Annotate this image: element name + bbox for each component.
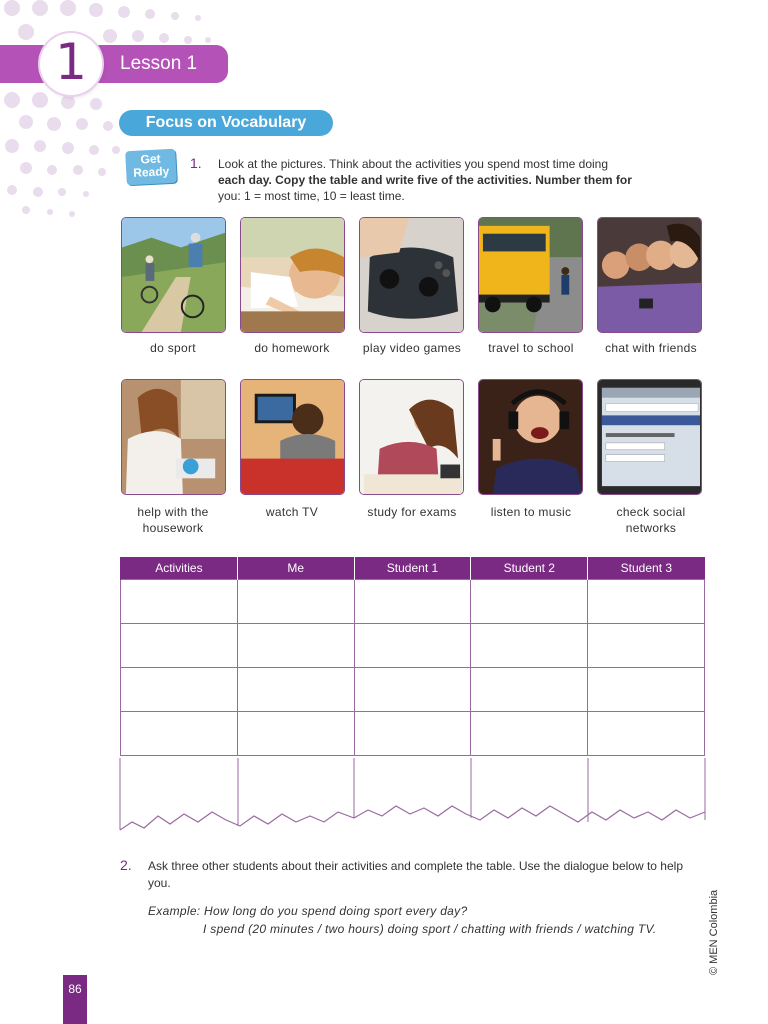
table-cell[interactable]: [237, 668, 354, 712]
table-cell[interactable]: [354, 624, 471, 668]
table-cell[interactable]: [588, 624, 705, 668]
get-ready-badge: [125, 143, 184, 186]
question-1-text-bold: each day. Copy the table and write five of the activities. Number them for: [218, 173, 632, 187]
table-cell[interactable]: [354, 712, 471, 756]
caption-help-with-housework: help with the housework: [137, 505, 209, 535]
caption-study-for-exams: study for exams: [367, 505, 457, 519]
photo-travel-to-school: [478, 217, 583, 333]
section-title: Focus on Vocabulary: [119, 110, 333, 136]
photo-help-with-housework: [121, 379, 226, 495]
question-1-text-end: you: 1 = most time, 10 = least time.: [218, 189, 405, 203]
table-cell[interactable]: [471, 624, 588, 668]
table-cell[interactable]: [237, 580, 354, 624]
activities-table: [120, 557, 705, 756]
caption-travel-to-school: travel to school: [488, 341, 574, 355]
copyright-notice: © MEN Colombia: [708, 889, 720, 975]
table-cell[interactable]: [471, 712, 588, 756]
table-cell[interactable]: [121, 580, 238, 624]
caption-watch-tv: watch TV: [265, 505, 319, 519]
lesson-number: 1: [55, 33, 87, 91]
photo-listen-to-music: [478, 379, 583, 495]
table-cell[interactable]: [237, 712, 354, 756]
caption-do-homework: do homework: [254, 341, 330, 355]
example-answer: I spend (20 minutes / two hours) doing sport / chatting with friends / watching TV.: [203, 922, 657, 936]
table-row: [121, 580, 705, 624]
question-2-text: Ask three other students about their activities and complete the table. Use the dialogue below to help you.: [148, 859, 683, 890]
photo-chat-with-friends: [597, 217, 702, 333]
table-cell[interactable]: [588, 668, 705, 712]
table-row: [121, 712, 705, 756]
caption-chat-with-friends: chat with friends: [605, 341, 697, 355]
caption-listen-to-music: listen to music: [490, 505, 572, 519]
table-header-row: [121, 557, 705, 580]
table-cell[interactable]: [354, 580, 471, 624]
table-cell[interactable]: [471, 580, 588, 624]
question-1-text: [218, 156, 638, 204]
table-cell[interactable]: [588, 712, 705, 756]
table-cell[interactable]: [121, 712, 238, 756]
table-cell[interactable]: [121, 668, 238, 712]
exclamation-icon: !: [173, 143, 184, 171]
header-student-3: Student 3: [588, 557, 705, 580]
table-row: [121, 624, 705, 668]
page-number: 86: [68, 982, 82, 996]
get-ready-line1: Get: [140, 151, 161, 167]
header-student-2: Student 2: [471, 557, 588, 580]
caption-do-sport: do sport: [150, 341, 196, 355]
table-cell[interactable]: [588, 580, 705, 624]
lesson-title: Lesson 1: [120, 53, 198, 74]
question-number: 2.: [120, 857, 132, 873]
question-1-text-start: Look at the pictures. Think about the activities you spend most time doing: [218, 157, 608, 171]
caption-play-video-games: play video games: [362, 341, 462, 355]
example-question: Example: How long do you spend doing sport every day?: [148, 904, 468, 918]
header-me: Me: [237, 557, 354, 580]
photo-do-homework: [240, 217, 345, 333]
question-number: 1.: [190, 155, 202, 171]
photo-play-video-games: [359, 217, 464, 333]
table-row: [121, 668, 705, 712]
table-cell[interactable]: [121, 624, 238, 668]
photo-check-social-networks: [597, 379, 702, 495]
caption-check-social-networks: check social networks: [616, 505, 686, 535]
table-cell[interactable]: [471, 668, 588, 712]
torn-table-row: [118, 756, 708, 836]
table-cell[interactable]: [354, 668, 471, 712]
header-student-1: Student 1: [354, 557, 471, 580]
get-ready-line2: Ready: [132, 164, 170, 180]
photo-do-sport: [121, 217, 226, 333]
lesson-number-badge: [40, 33, 102, 95]
header-activities: Activities: [121, 557, 238, 580]
table-cell[interactable]: [237, 624, 354, 668]
photo-watch-tv: [240, 379, 345, 495]
photo-study-for-exams: [359, 379, 464, 495]
